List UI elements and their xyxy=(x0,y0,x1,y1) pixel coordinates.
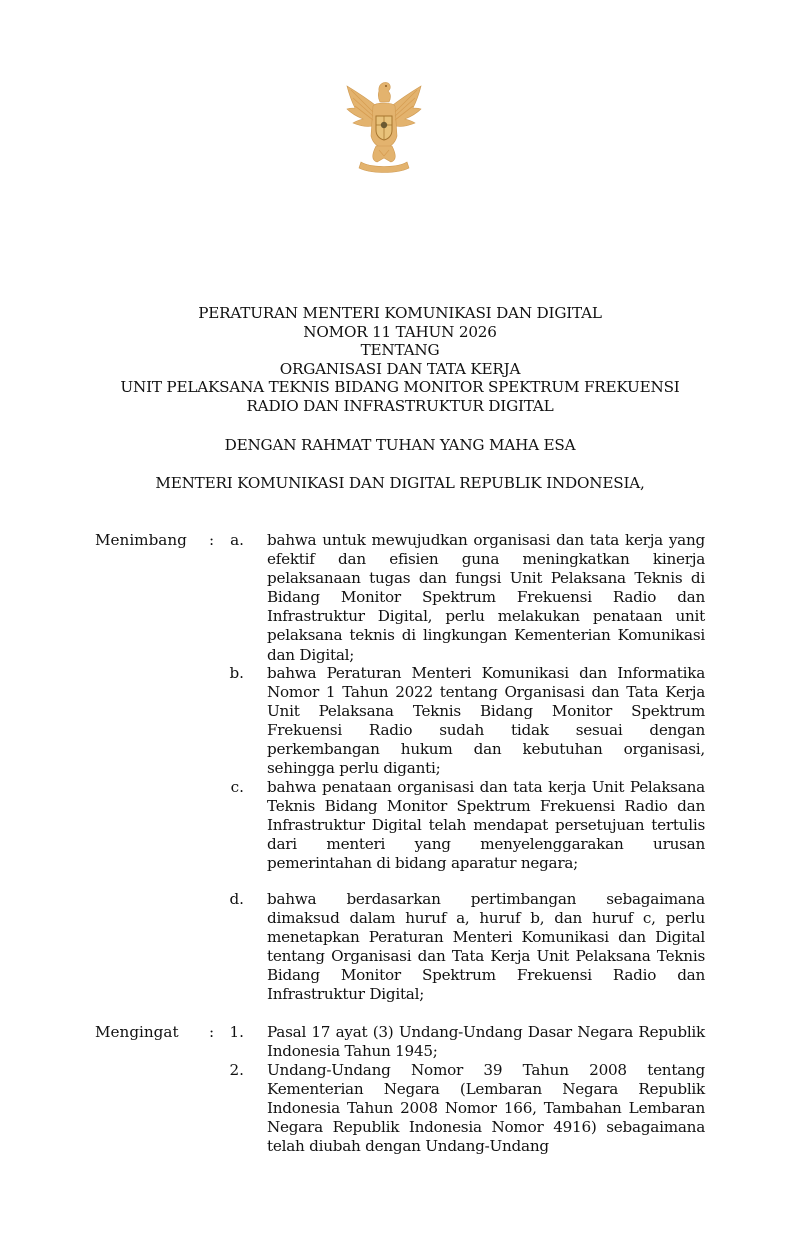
title-line-6: RADIO DAN INFRASTRUKTUR DIGITAL xyxy=(246,396,554,415)
menimbang-marker-c: c. xyxy=(230,778,244,796)
issuer: MENTERI KOMUNIKASI DAN DIGITAL REPUBLIK INDONESIA, xyxy=(155,474,645,492)
mengingat-marker-2: 2. xyxy=(229,1061,244,1079)
mengingat-label: Mengingat xyxy=(95,1023,179,1041)
title-line-1: PERATURAN MENTERI KOMUNIKASI DAN DIGITAL xyxy=(198,304,602,322)
menimbang-marker-a: a. xyxy=(230,531,244,549)
invocation: DENGAN RAHMAT TUHAN YANG MAHA ESA xyxy=(224,436,576,454)
title-line-2: NOMOR 11 TAHUN 2026 xyxy=(303,322,497,341)
menimbang-colon: : xyxy=(209,531,215,549)
menimbang-item-b: bahwa Peraturan Menteri Komunikasi dan Informatika Nomor 1 Tahun 2022 tentang Organisasi dan Tata Kerja Unit Pelaksana Teknis Bidang Monitor Spektrum Frekuensi Radio sudah tidak sesuai dengan perkembangan hukum dan kebutuhan organisasi, sehingga perlu diganti; xyxy=(267,664,705,778)
regulation-title xyxy=(100,304,700,415)
mengingat-colon: : xyxy=(209,1023,215,1041)
menimbang-marker-b: b. xyxy=(229,664,244,682)
title-line-4: ORGANISASI DAN TATA KERJA xyxy=(279,359,521,378)
menimbang-item-a: bahwa untuk mewujudkan organisasi dan tata kerja yang efektif dan efisien guna meningkatkan kinerja pelaksanaan tugas dan fungsi Unit Pelaksana Teknis di Bidang Monitor Spektrum Frekuensi Radio dan Infrastruktur Digital, perlu melakukan penataan unit pelaksana teknis di lingkungan Kementerian Komunikasi dan Digital; xyxy=(267,531,705,664)
menimbang-marker-d: d. xyxy=(229,890,244,908)
mengingat-item-2: Undang-Undang Nomor 39 Tahun 2008 tentang Kementerian Negara (Lembaran Negara Republik Indonesia Tahun 2008 Nomor 166, Tambahan Lembaran Negara Republik Indonesia Nomor 4916) sebagaimana telah diubah dengan Undang-Undang xyxy=(267,1061,705,1156)
menimbang-item-d: bahwa berdasarkan pertimbangan sebagaimana dimaksud dalam huruf a, huruf b, dan huruf c, perlu menetapkan Peraturan Menteri Komunikasi dan Digital tentang Organisasi dan Tata Kerja Unit Pelaksana Teknis Bidang Monitor Spektrum Frekuensi Radio dan Infrastruktur Digital; xyxy=(267,890,705,1004)
menimbang-label: Menimbang xyxy=(95,531,187,549)
mengingat-item-1: Pasal 17 ayat (3) Undang-Undang Dasar Negara Republik Indonesia Tahun 1945; xyxy=(267,1023,705,1061)
garuda-emblem-icon xyxy=(343,78,425,176)
title-line-5: UNIT PELAKSANA TEKNIS BIDANG MONITOR SPEKTRUM FREKUENSI xyxy=(120,378,680,396)
title-line-3: TENTANG xyxy=(360,341,440,359)
menimbang-item-c: bahwa penataan organisasi dan tata kerja Unit Pelaksana Teknis Bidang Monitor Spektrum Frekuensi Radio dan Infrastruktur Digital telah mendapat persetujuan tertulis dari menteri yang menyelenggarakan urusan pemerintahan di bidang aparatur negara; xyxy=(267,778,705,873)
mengingat-marker-1: 1. xyxy=(229,1023,244,1041)
